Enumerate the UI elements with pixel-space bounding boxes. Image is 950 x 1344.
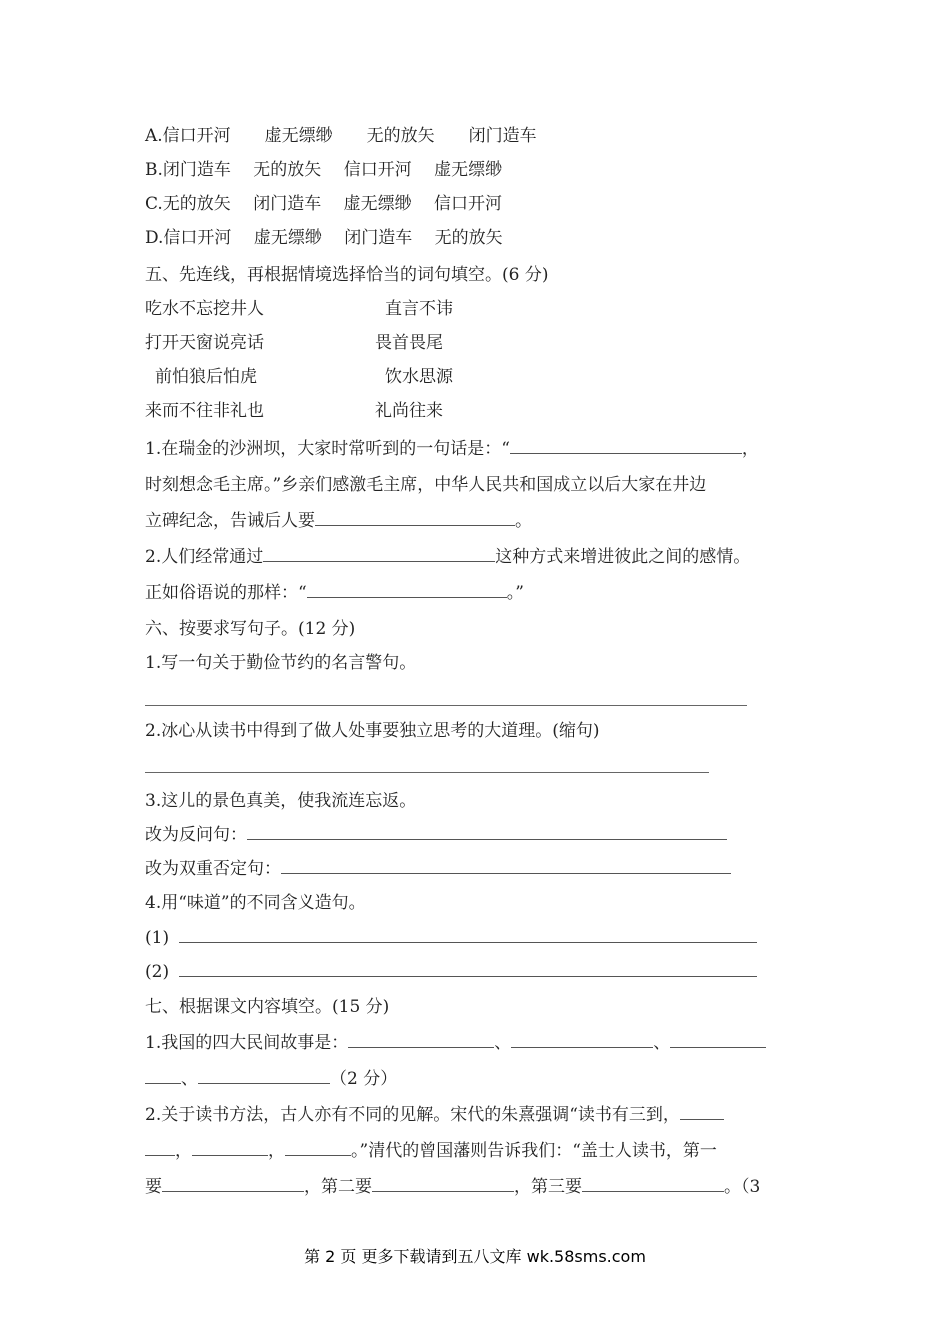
s7-q2-c3: ，第三要 bbox=[514, 1177, 582, 1197]
match-left-4: 来而不往非礼也 bbox=[145, 401, 264, 421]
match-right-1: 直言不讳 bbox=[385, 299, 453, 319]
s7-q2-comma-2: ， bbox=[268, 1141, 285, 1161]
match-right-3: 饮水思源 bbox=[385, 367, 453, 387]
match-right-2: 畏首畏尾 bbox=[375, 333, 443, 353]
s5-q2-line2-end: 。” bbox=[506, 583, 524, 603]
s6-q4-1-blank[interactable] bbox=[179, 926, 757, 943]
option-c: C.无的放矢 闭门造车 虚无缥缈 信口开河 bbox=[145, 194, 503, 214]
s6-q4-2-label: (2) bbox=[145, 962, 170, 982]
s5-q1-line3-text: 立碑纪念，告诫后人要 bbox=[145, 511, 315, 531]
s6-q2-answer-line[interactable] bbox=[145, 772, 709, 773]
s7-q2-c2: ，第二要 bbox=[304, 1177, 372, 1197]
s6-q4-2-blank[interactable] bbox=[179, 960, 757, 977]
s7-q1-line2 bbox=[145, 1067, 397, 1091]
s6-q1: 1.写一句关于勤俭节约的名言警句。 bbox=[145, 653, 417, 673]
s7-q2-line2-end: 。”清代的曾国藩则告诉我们：“盖士人读书，第一 bbox=[351, 1141, 717, 1161]
s7-q1-sep-2: 、 bbox=[653, 1033, 671, 1053]
s7-q2-comma-1: ， bbox=[175, 1141, 192, 1161]
s5-q1-line1 bbox=[145, 437, 759, 461]
option-d: D.信口开河 虚无缥缈 闭门造车 无的放矢 bbox=[145, 228, 503, 248]
s6-q4-2 bbox=[145, 960, 757, 984]
s5-q1-blank-2[interactable] bbox=[315, 509, 515, 526]
s5-q1-blank[interactable] bbox=[510, 437, 742, 454]
match-left-3: 前怕狼后怕虎 bbox=[155, 367, 257, 387]
s5-q2-line1 bbox=[145, 545, 750, 569]
s7-q2-blank-6[interactable] bbox=[582, 1175, 724, 1192]
s6-q3-a-blank[interactable] bbox=[247, 823, 727, 840]
section-7-title: 七、根据课文内容填空。(15 分) bbox=[145, 997, 390, 1017]
s7-q2-blank-1a[interactable] bbox=[680, 1103, 724, 1120]
s7-q1-blank-4[interactable] bbox=[198, 1067, 330, 1084]
s6-q3-b bbox=[145, 857, 731, 881]
s7-q1-blank-1[interactable] bbox=[348, 1031, 494, 1048]
match-left-2: 打开天窗说亮话 bbox=[145, 333, 264, 353]
s5-q2-end: 这种方式来增进彼此之间的感情。 bbox=[495, 547, 751, 567]
s7-q2-blank-2[interactable] bbox=[192, 1139, 268, 1156]
s7-q2-blank-1b[interactable] bbox=[145, 1139, 175, 1156]
s5-q1-end: ， bbox=[741, 439, 759, 459]
s5-q1-line2: 时刻想念毛主席。”乡亲们感激毛主席，中华人民共和国成立以后大家在井边 bbox=[145, 475, 707, 495]
s7-q1-sep-1: 、 bbox=[494, 1033, 512, 1053]
s7-q2-line1 bbox=[145, 1103, 724, 1127]
s5-q2-blank-2[interactable] bbox=[307, 581, 507, 598]
s6-q4-1 bbox=[145, 926, 757, 950]
s7-q2-c1: 要 bbox=[145, 1177, 162, 1197]
s5-q2-line2-text: 正如俗语说的那样：“ bbox=[145, 583, 307, 603]
s7-q1-text: 1.我国的四大民间故事是： bbox=[145, 1033, 349, 1053]
s6-q3-b-blank[interactable] bbox=[281, 857, 731, 874]
s7-q1-score: （2 分） bbox=[330, 1069, 398, 1089]
s7-q1-blank-3a[interactable] bbox=[670, 1031, 766, 1048]
s7-q1-sep-3: 、 bbox=[181, 1069, 198, 1089]
s7-q1-blank-2[interactable] bbox=[511, 1031, 653, 1048]
section-6-title: 六、按要求写句子。(12 分) bbox=[145, 619, 356, 639]
s5-q2-text: 2.人们经常通过 bbox=[145, 547, 264, 567]
s6-q3-b-label: 改为双重否定句： bbox=[145, 859, 281, 879]
s6-q3: 3.这儿的景色真美，使我流连忘返。 bbox=[145, 791, 417, 811]
s7-q1-line1 bbox=[145, 1031, 766, 1055]
s7-q2-line2 bbox=[145, 1139, 717, 1163]
s7-q2-blank-5[interactable] bbox=[372, 1175, 514, 1192]
s6-q2: 2.冰心从读书中得到了做人处事要独立思考的大道理。(缩句) bbox=[145, 721, 600, 741]
option-a: A.信口开河 虚无缥缈 无的放矢 闭门造车 bbox=[145, 126, 537, 146]
page-footer: 第 2 页 更多下载请到五八文库 wk.58sms.com bbox=[304, 1247, 646, 1266]
match-left-1: 吃水不忘挖井人 bbox=[145, 299, 264, 319]
s6-q4-1-label: (1) bbox=[145, 928, 170, 948]
s6-q4: 4.用“味道”的不同含义造句。 bbox=[145, 893, 366, 913]
s5-q1-line3-end: 。 bbox=[515, 511, 532, 531]
section-5-title: 五、先连线，再根据情境选择恰当的词句填空。(6 分) bbox=[145, 265, 549, 285]
s5-q2-blank[interactable] bbox=[263, 545, 495, 562]
s6-q3-a-label: 改为反问句： bbox=[145, 825, 247, 845]
s7-q2-blank-4[interactable] bbox=[162, 1175, 304, 1192]
s7-q2-blank-3[interactable] bbox=[285, 1139, 351, 1156]
s5-q1-line3 bbox=[145, 509, 532, 533]
s7-q2-c-end: 。（3 bbox=[724, 1177, 761, 1197]
s7-q1-blank-3b[interactable] bbox=[145, 1067, 181, 1084]
s6-q3-a bbox=[145, 823, 727, 847]
s6-q1-answer-line[interactable] bbox=[145, 705, 747, 706]
s7-q2-line3 bbox=[145, 1175, 760, 1199]
option-b: B.闭门造车 无的放矢 信口开河 虚无缥缈 bbox=[145, 160, 503, 180]
match-right-4: 礼尚往来 bbox=[375, 401, 443, 421]
s5-q1-text: 1.在瑞金的沙洲坝，大家时常听到的一句话是：“ bbox=[145, 439, 510, 459]
s7-q2-text: 2.关于读书方法，古人亦有不同的见解。宋代的朱熹强调“读书有三到， bbox=[145, 1105, 680, 1125]
s5-q2-line2 bbox=[145, 581, 524, 605]
